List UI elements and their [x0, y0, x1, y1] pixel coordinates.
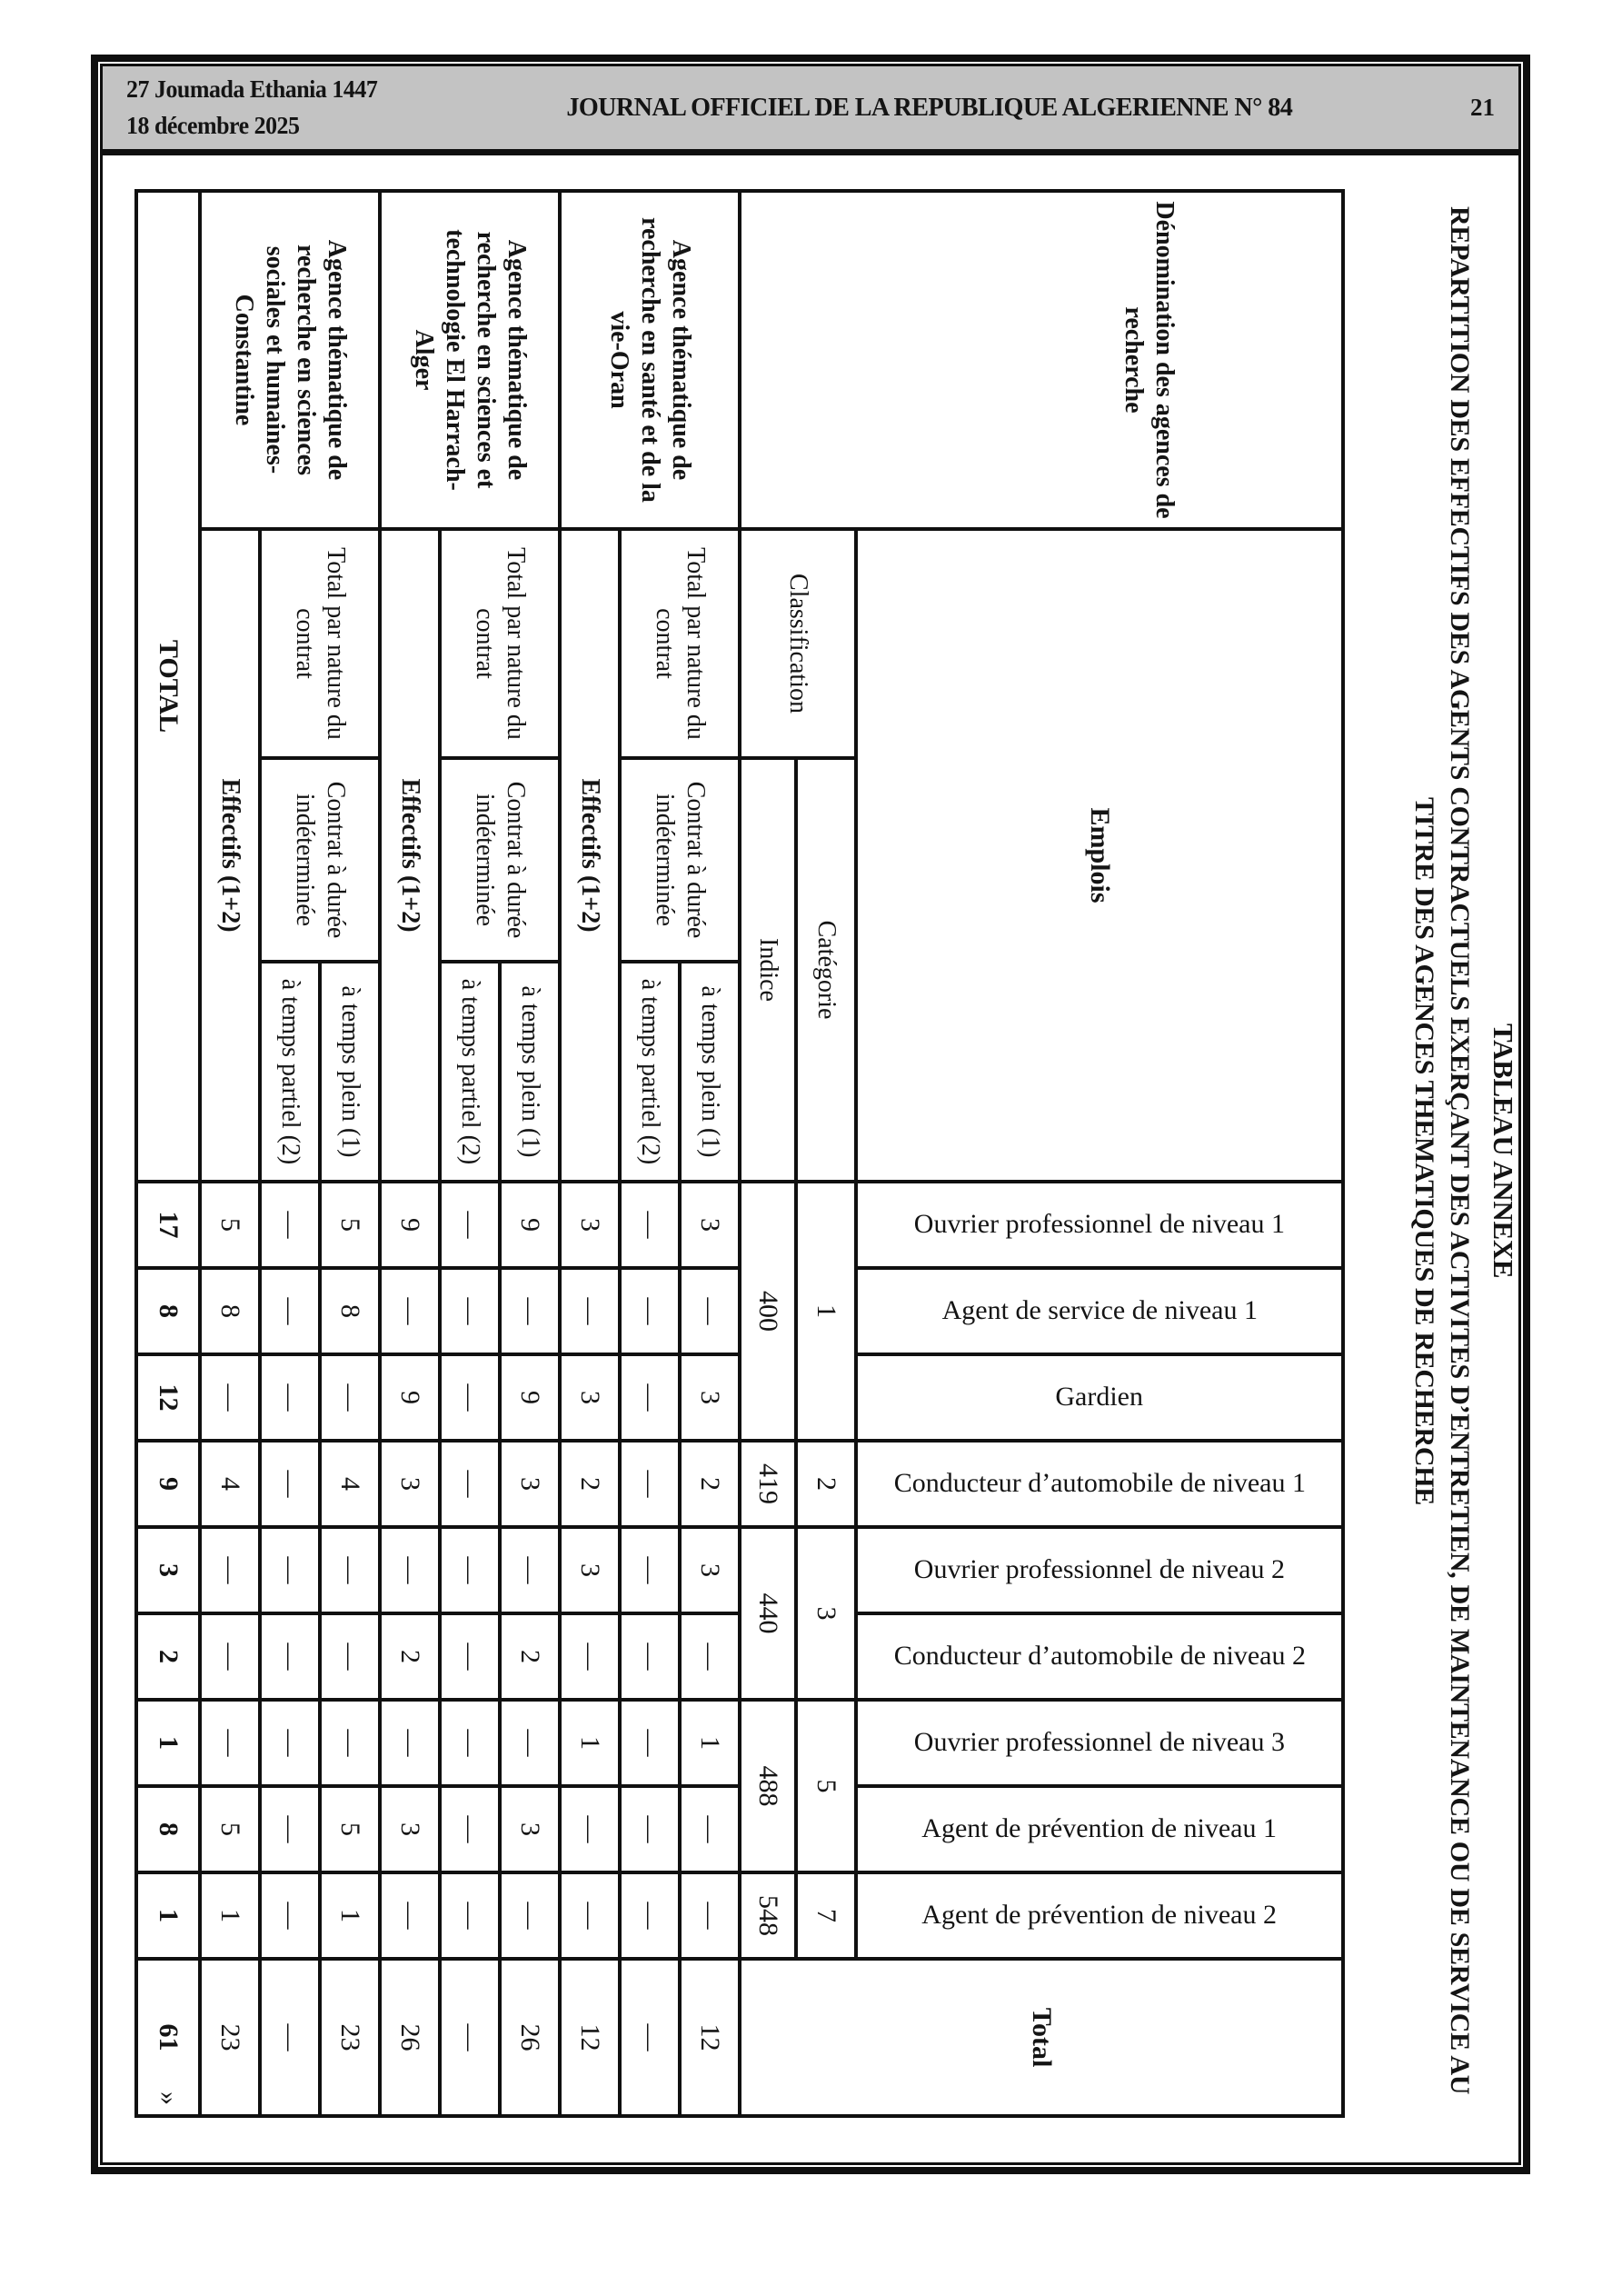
categorie-value: 2	[798, 1442, 854, 1525]
data-cell: —	[262, 1183, 318, 1266]
data-cell: —	[682, 1874, 738, 1957]
subheader-contrat-indetermine: Contrat à durée indéterminée	[442, 760, 558, 960]
subheader-temps-partiel: à temps partiel (2)	[622, 963, 678, 1180]
data-cell: —	[322, 1702, 378, 1784]
data-cell: 5	[202, 1183, 258, 1266]
data-cell: 2	[382, 1615, 438, 1698]
categorie-value: 5	[798, 1702, 854, 1871]
data-cell: 5	[322, 1788, 378, 1871]
indice-header: Indice	[741, 760, 794, 1180]
data-cell: —	[442, 1615, 498, 1698]
categorie-value: 1	[798, 1183, 854, 1439]
row-total-cell: —	[262, 1961, 318, 2114]
data-cell: —	[262, 1702, 318, 1784]
corner-header: Dénomination des agences de recherche	[741, 193, 1341, 527]
data-cell: —	[202, 1529, 258, 1612]
data-cell: —	[562, 1270, 618, 1353]
row-total-cell: 12	[682, 1961, 738, 2114]
data-cell: 9	[382, 1356, 438, 1439]
annex-title	[1378, 186, 1519, 2115]
subheader-effectifs: Effectifs (1+2)	[562, 531, 618, 1180]
data-cell: —	[382, 1874, 438, 1957]
annex-title-heading: TABLEAU ANNEXE	[1488, 1023, 1519, 1279]
closing-guillemet: »	[154, 2091, 184, 2105]
data-cell: —	[622, 1615, 678, 1698]
data-cell: —	[442, 1442, 498, 1525]
annex-table	[134, 189, 1345, 2118]
data-cell: 9	[502, 1183, 558, 1266]
indice-value: 440	[741, 1529, 794, 1698]
subheader-total-par-nature: Total par nature du contrat	[262, 531, 378, 756]
data-cell: 3	[502, 1788, 558, 1871]
journal-title: JOURNAL OFFICIEL DE LA REPUBLIQUE ALGERIENNE N° 84	[565, 93, 1292, 122]
data-cell: —	[442, 1270, 498, 1353]
data-cell: —	[262, 1615, 318, 1698]
data-cell: 4	[202, 1442, 258, 1525]
data-cell: —	[262, 1442, 318, 1525]
emplois-header: Emplois	[858, 531, 1341, 1180]
total-cell: 8	[138, 1270, 198, 1353]
data-cell: 1	[682, 1702, 738, 1784]
job-name-header: Ouvrier professionnel de niveau 1	[858, 1183, 1341, 1266]
data-cell: —	[622, 1270, 678, 1353]
data-cell: —	[442, 1874, 498, 1957]
data-cell: 1	[562, 1702, 618, 1784]
total-column-header: Total	[741, 1961, 1341, 2114]
data-cell: —	[562, 1788, 618, 1871]
grand-total-cell	[138, 1961, 198, 2114]
data-cell: —	[262, 1874, 318, 1957]
data-cell: —	[262, 1788, 318, 1871]
data-cell: —	[682, 1788, 738, 1871]
data-cell: —	[262, 1270, 318, 1353]
data-cell: —	[622, 1874, 678, 1957]
date-gregorian: 18 décembre 2025	[126, 111, 300, 139]
total-cell: 2	[138, 1615, 198, 1698]
subheader-total-par-nature: Total par nature du contrat	[442, 531, 558, 756]
data-cell: —	[262, 1529, 318, 1612]
data-cell: 1	[322, 1874, 378, 1957]
data-cell: 3	[682, 1183, 738, 1266]
data-cell: 2	[502, 1615, 558, 1698]
row-total-cell: —	[442, 1961, 498, 2114]
date-hijri: 27 Joumada Ethania 1447	[126, 75, 378, 104]
job-name-header: Gardien	[858, 1356, 1341, 1439]
row-total-cell: 12	[562, 1961, 618, 2114]
row-total-cell: 26	[382, 1961, 438, 2114]
row-total-cell: 26	[502, 1961, 558, 2114]
data-cell: 3	[682, 1356, 738, 1439]
data-cell: —	[202, 1702, 258, 1784]
categorie-value: 7	[798, 1874, 854, 1957]
total-cell: 8	[138, 1788, 198, 1871]
data-cell: 5	[202, 1788, 258, 1871]
data-cell: —	[622, 1788, 678, 1871]
indice-value: 400	[741, 1183, 794, 1439]
job-name-header: Agent de prévention de niveau 1	[858, 1788, 1341, 1871]
row-total-cell: —	[622, 1961, 678, 2114]
data-cell: —	[442, 1788, 498, 1871]
data-cell: —	[442, 1183, 498, 1266]
data-cell: —	[562, 1874, 618, 1957]
job-name-header: Agent de prévention de niveau 2	[858, 1874, 1341, 1957]
page-number: 21	[1470, 94, 1495, 121]
subheader-effectifs: Effectifs (1+2)	[382, 531, 438, 1180]
annex-table-grid	[134, 189, 1345, 2118]
subheader-total-par-nature: Total par nature du contrat	[622, 531, 738, 756]
data-cell: 2	[682, 1442, 738, 1525]
job-name-header: Agent de service de niveau 1	[858, 1270, 1341, 1353]
total-cell: 9	[138, 1442, 198, 1525]
data-cell: —	[562, 1615, 618, 1698]
annex-title-text: REPARTITION DES EFFECTIFS DES AGENTS CONTRACTUELS EXERÇANT DES ACTIVITES D’ENTRETIEN, DE MAINTENANCE OU DE SERVICE AU TITRE DES AGENCES THEMATIQUES DE RECHERCHE	[1409, 206, 1475, 2095]
data-cell: —	[682, 1615, 738, 1698]
data-cell: 8	[322, 1270, 378, 1353]
data-cell: 4	[322, 1442, 378, 1525]
data-cell: —	[202, 1356, 258, 1439]
agency-name: Agence thématique de recherche en santé et de la vie-Oran	[562, 193, 738, 527]
job-name-header: Conducteur d’automobile de niveau 2	[858, 1615, 1341, 1698]
data-cell: —	[622, 1442, 678, 1525]
data-cell: 1	[202, 1874, 258, 1957]
job-name-header: Ouvrier professionnel de niveau 3	[858, 1702, 1341, 1784]
indice-value: 419	[741, 1442, 794, 1525]
data-cell: —	[502, 1874, 558, 1957]
data-cell: —	[322, 1615, 378, 1698]
categorie-value: 3	[798, 1529, 854, 1698]
data-cell: 9	[382, 1183, 438, 1266]
data-cell: 3	[562, 1356, 618, 1439]
data-cell: —	[442, 1529, 498, 1612]
data-cell: —	[382, 1270, 438, 1353]
masthead	[103, 66, 1518, 155]
subheader-contrat-indetermine: Contrat à durée indéterminée	[262, 760, 378, 960]
subheader-temps-plein: à temps plein (1)	[502, 963, 558, 1180]
data-cell: —	[382, 1702, 438, 1784]
data-cell: —	[622, 1356, 678, 1439]
total-row-header: TOTAL	[138, 193, 198, 1180]
data-cell: —	[622, 1702, 678, 1784]
row-total-cell: 23	[202, 1961, 258, 2114]
subheader-temps-plein: à temps plein (1)	[322, 963, 378, 1180]
job-name-header: Ouvrier professionnel de niveau 2	[858, 1529, 1341, 1612]
data-cell: 3	[562, 1183, 618, 1266]
data-cell: —	[502, 1702, 558, 1784]
data-cell: —	[682, 1270, 738, 1353]
data-cell: —	[622, 1183, 678, 1266]
total-cell: 1	[138, 1874, 198, 1957]
total-cell: 17	[138, 1183, 198, 1266]
data-cell: 8	[202, 1270, 258, 1353]
data-cell: —	[502, 1270, 558, 1353]
total-cell: 3	[138, 1529, 198, 1612]
data-cell: —	[322, 1356, 378, 1439]
row-total-cell: 23	[322, 1961, 378, 2114]
subheader-temps-partiel: à temps partiel (2)	[442, 963, 498, 1180]
categorie-header: Catégorie	[798, 760, 854, 1180]
data-cell: —	[442, 1356, 498, 1439]
data-cell: 9	[502, 1356, 558, 1439]
issue-dates	[126, 72, 377, 143]
data-cell: —	[322, 1529, 378, 1612]
data-cell: —	[502, 1529, 558, 1612]
agency-name: Agence thématique de recherche en sciences et technologie El Harrach-Alger	[382, 193, 558, 527]
data-cell: 3	[502, 1442, 558, 1525]
job-name-header: Conducteur d’automobile de niveau 1	[858, 1442, 1341, 1525]
subheader-temps-partiel: à temps partiel (2)	[262, 963, 318, 1180]
data-cell: —	[382, 1529, 438, 1612]
data-cell: 3	[562, 1529, 618, 1612]
subheader-temps-plein: à temps plein (1)	[682, 963, 738, 1180]
data-cell: —	[262, 1356, 318, 1439]
agency-name: Agence thématique de recherche en sciences sociales et humaines-Constantine	[202, 193, 378, 527]
data-cell: 2	[562, 1442, 618, 1525]
indice-value: 488	[741, 1702, 794, 1871]
subheader-contrat-indetermine: Contrat à durée indéterminée	[622, 760, 738, 960]
subheader-effectifs: Effectifs (1+2)	[202, 531, 258, 1180]
data-cell: 3	[382, 1788, 438, 1871]
grand-total-value: 61	[154, 2023, 184, 2051]
data-cell: 3	[382, 1442, 438, 1525]
data-cell: —	[442, 1702, 498, 1784]
total-cell: 1	[138, 1702, 198, 1784]
data-cell: —	[622, 1529, 678, 1612]
total-cell: 12	[138, 1356, 198, 1439]
data-cell: —	[202, 1615, 258, 1698]
classification-header: Classification	[741, 531, 854, 756]
indice-value: 548	[741, 1874, 794, 1957]
data-cell: 5	[322, 1183, 378, 1266]
data-cell: 3	[682, 1529, 738, 1612]
